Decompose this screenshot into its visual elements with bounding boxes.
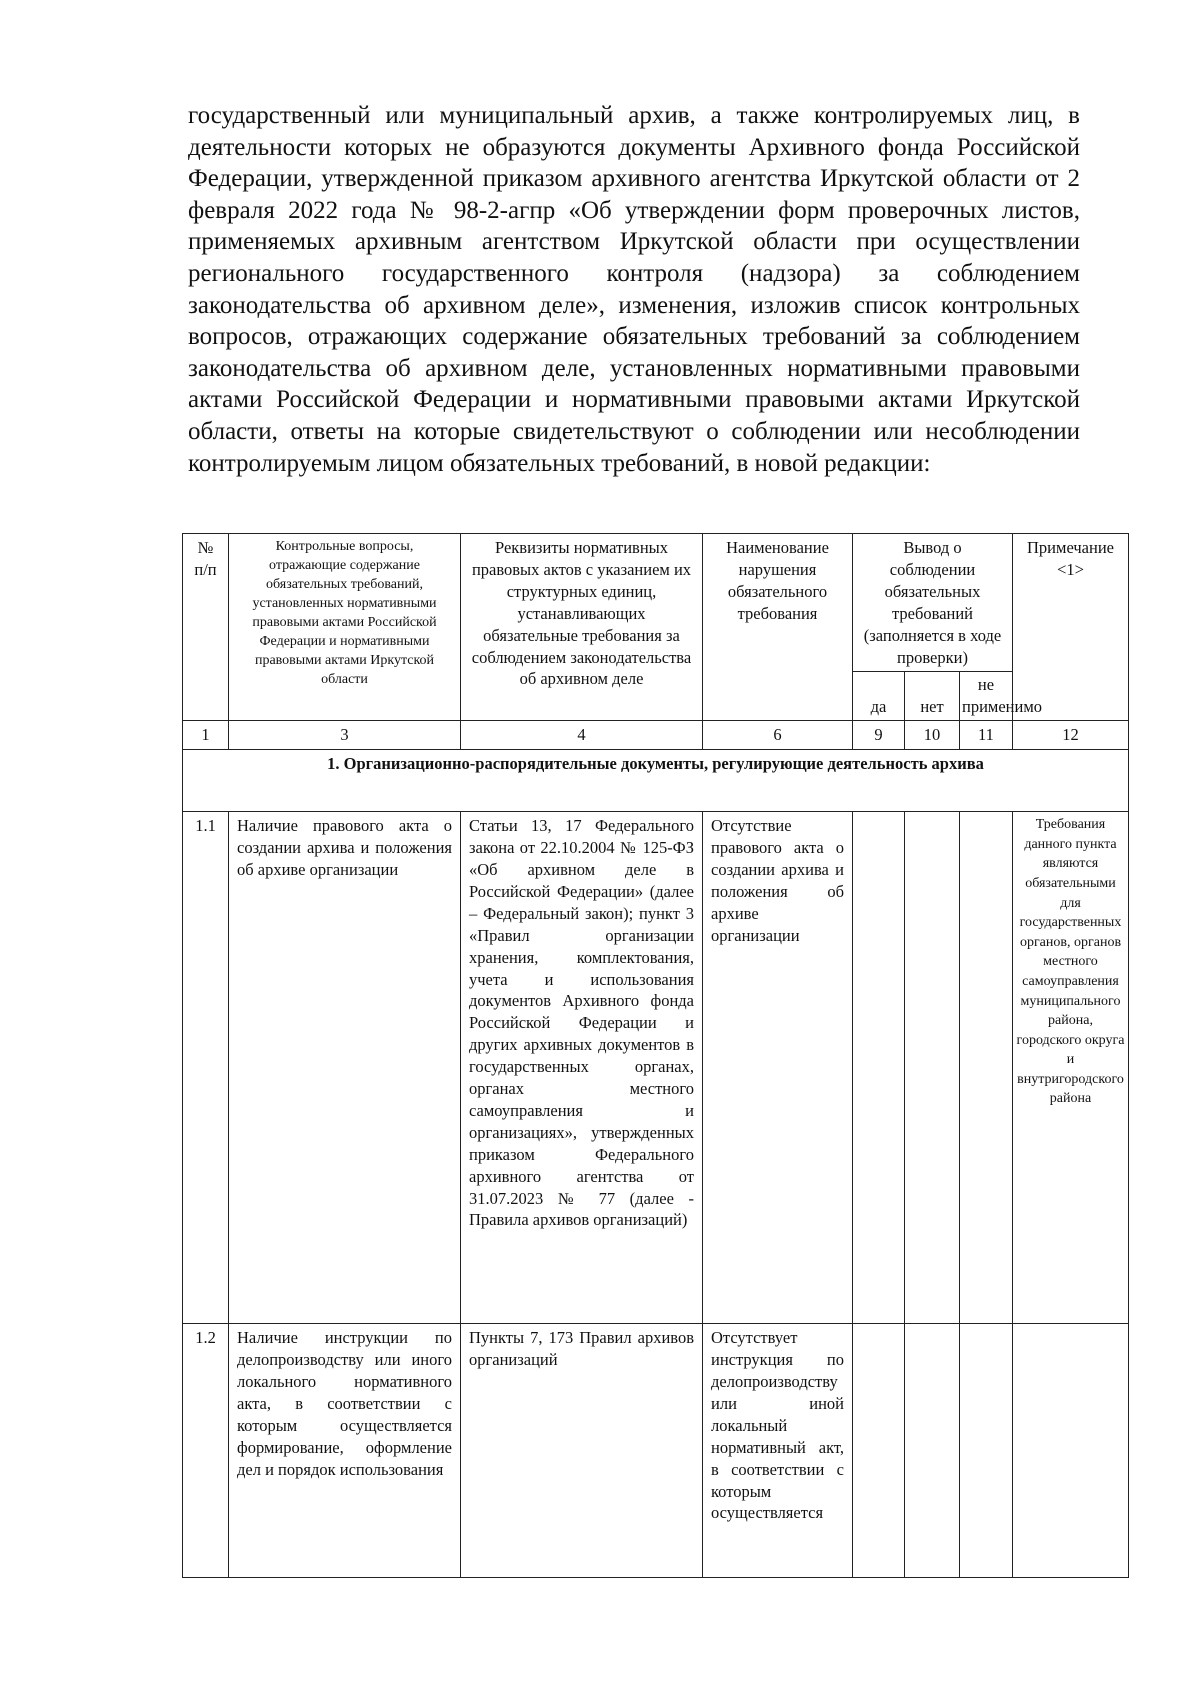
header-note: Примечание <1>: [1013, 534, 1129, 721]
header-num: № п/п: [183, 534, 229, 721]
header-no: нет: [905, 672, 960, 721]
row-num: 1.2: [183, 1324, 229, 1578]
header-not-applicable: не применимо: [960, 672, 1013, 721]
row-note: [1013, 1324, 1129, 1578]
row-note: Требования данного пункта являются обязательными для государственных органов, органов местного самоуправления муниципального района, городского округа и внутригородского района: [1013, 812, 1129, 1324]
column-number: 9: [853, 721, 905, 750]
checklist-table: [182, 533, 1129, 1578]
section-title: 1. Организационно-распорядительные документы, регулирующие деятельность архива: [183, 750, 1129, 812]
intro-paragraph: [188, 100, 1080, 479]
column-number: 1: [183, 721, 229, 750]
header-conclusion: Вывод о соблюдении обязательных требований (заполняется в ходе проверки): [853, 534, 1013, 672]
column-number: 11: [960, 721, 1013, 750]
section-row: [183, 750, 1129, 812]
header-questions: Контрольные вопросы, отражающие содержание обязательных требований, установленных нормативными правовыми актами Российской Федерации и нормативными правовыми актами Иркутской области: [229, 534, 461, 721]
row-requisites: Статьи 13, 17 Федерального закона от 22.10.2004 № 125-ФЗ «Об архивном деле в Российской Федерации» (далее – Федеральный закон); пункт 3 «Правил организации хранения, комплектования, учета и использования документов Архивного фонда Российской Федерации и других архивных документов в государственных органах, органах местного самоуправления и организациях», утвержденных приказом Федерального архивного агентства от 31.07.2023 № 77 (далее - Правила архивов организаций): [461, 812, 703, 1324]
table-row: [183, 812, 1129, 1324]
table-row: [183, 1324, 1129, 1578]
row-no-cell[interactable]: [905, 1324, 960, 1578]
row-not-applicable-cell[interactable]: [960, 812, 1013, 1324]
row-violation: Отсутствует инструкция по делопроизводству или иной локальный нормативный акт, в соответствии с которым осуществляется: [703, 1324, 853, 1578]
column-number: 3: [229, 721, 461, 750]
header-requisites: Реквизиты нормативных правовых актов с указанием их структурных единиц, устанавливающих обязательные требования за соблюдением законодательства об архивном деле: [461, 534, 703, 721]
header-yes: да: [853, 672, 905, 721]
row-no-cell[interactable]: [905, 812, 960, 1324]
row-not-applicable-cell[interactable]: [960, 1324, 1013, 1578]
row-yes-cell[interactable]: [853, 812, 905, 1324]
column-numbers-row: [183, 721, 1129, 750]
row-violation: Отсутствие правового акта о создании архива и положения об архиве организации: [703, 812, 853, 1324]
row-question: Наличие правового акта о создании архива и положения об архиве организации: [229, 812, 461, 1324]
row-num: 1.1: [183, 812, 229, 1324]
column-number: 4: [461, 721, 703, 750]
column-number: 6: [703, 721, 853, 750]
row-question: Наличие инструкции по делопроизводству или иного локального нормативного акта, в соответствии с которым осуществляется формирование, оформление дел и порядок использования: [229, 1324, 461, 1578]
header-violation: Наименование нарушения обязательного требования: [703, 534, 853, 721]
header-row: [183, 534, 1129, 672]
row-yes-cell[interactable]: [853, 1324, 905, 1578]
intro-text: государственный или муниципальный архив, а также контролируемых лиц, в деятельности которых не образуются документы Архивного фонда Российской Федерации, утвержденной приказом архивного агентства Иркутской области от 2 февраля 2022 года № 98-2-агпр «Об утверждении форм проверочных листов, применяемых архивным агентством Иркутской области при осуществлении регионального государственного контроля (надзора) за соблюдением законодательства об архивном деле», изменения, изложив список контрольных вопросов, отражающих содержание обязательных требований за соблюдением законодательства об архивном деле, установленных нормативными правовыми актами Российской Федерации и нормативными правовыми актами Иркутской области, ответы на которые свидетельствуют о соблюдении или несоблюдении контролируемым лицом обязательных требований, в новой редакции:: [188, 102, 1080, 477]
column-number: 12: [1013, 721, 1129, 750]
column-number: 10: [905, 721, 960, 750]
row-requisites: Пункты 7, 173 Правил архивов организаций: [461, 1324, 703, 1578]
